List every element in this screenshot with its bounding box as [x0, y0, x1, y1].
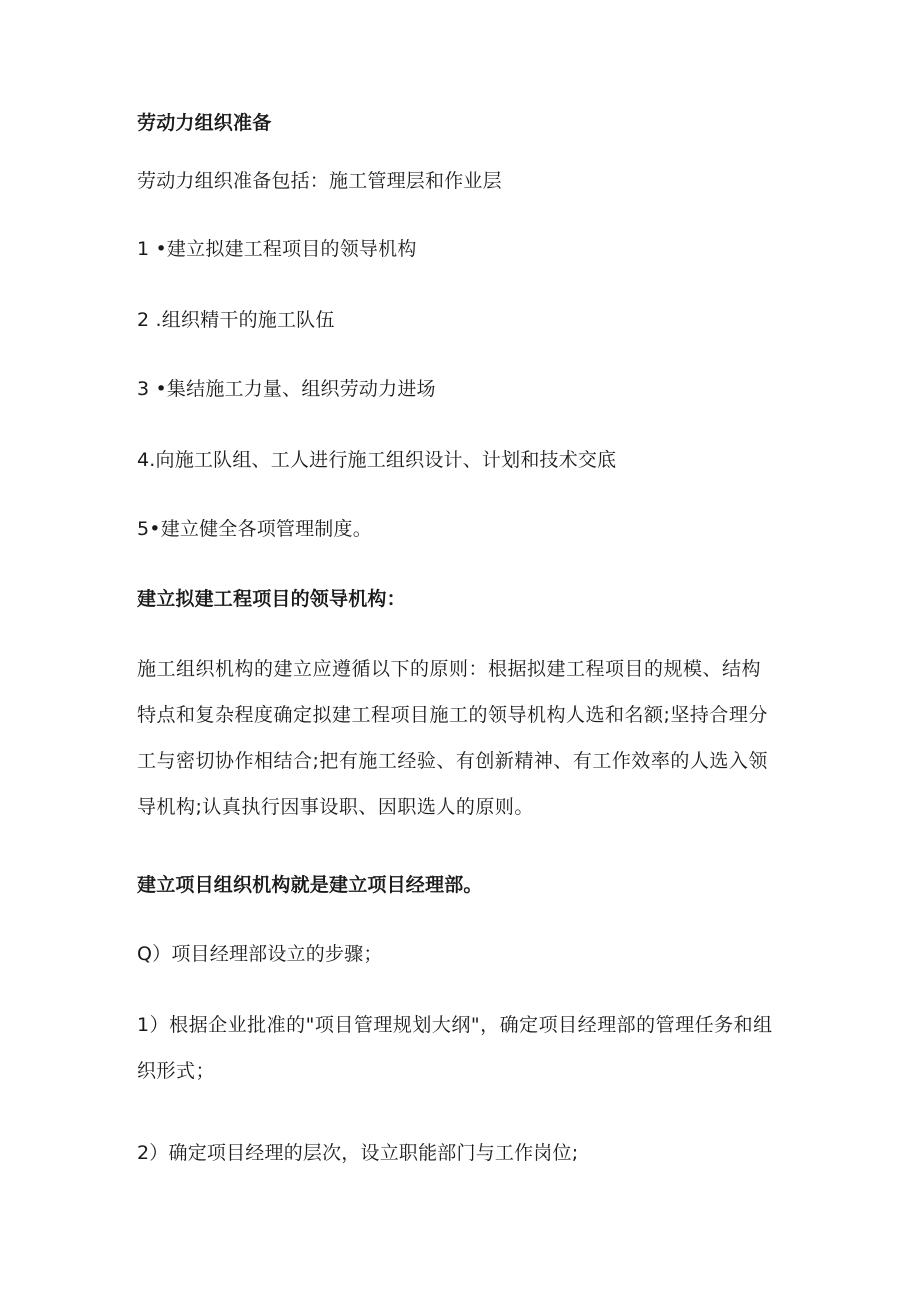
paragraph-line: 1）根据企业批准的"项目管理规划大纲"，确定项目经理部的管理任务和组 [137, 1014, 773, 1036]
step-2-text: 2）确定项目经理的层次，设立职能部门与工作岗位; [137, 1142, 579, 1164]
steps-title: Q）项目经理部设立的步骤； [137, 943, 383, 965]
list-item-3: 3 •集结施工力量、组织劳动力进场 [137, 378, 436, 400]
intro-text: 劳动力组织准备包括：施工管理层和作业层 [137, 170, 502, 192]
section-heading-labor: 劳动力组织准备 [137, 112, 272, 134]
step-1-paragraph [137, 1002, 797, 1094]
paragraph-line: 织形式； [137, 1060, 216, 1082]
section-heading-project-dept: 建立项目组织机构就是建立项目经理部。 [137, 874, 483, 896]
list-item-2: 2 .组织精干的施工队伍 [137, 309, 335, 331]
paragraph-line: 导机构;认真执行因事设职、因职选人的原则。 [137, 796, 534, 818]
list-item-1: 1 •建立拟建工程项目的领导机构 [137, 238, 417, 260]
section-heading-leadership: 建立拟建工程项目的领导机构： [137, 588, 406, 610]
list-item-4: 4.向施工队组、工人进行施工组织设计、计划和技术交底 [137, 449, 617, 471]
paragraph-line: 施工组织机构的建立应遵循以下的原则：根据拟建工程项目的规模、结构 [137, 658, 762, 680]
list-item-5: 5•建立健全各项管理制度。 [137, 518, 372, 540]
paragraph-line: 工与密切协作相结合;把有施工经验、有创新精神、有工作效率的人选入领 [137, 750, 768, 772]
paragraph-line: 特点和复杂程度确定拟建工程项目施工的领导机构人选和名额;坚持合理分 [137, 704, 768, 726]
principle-paragraph [137, 646, 797, 830]
